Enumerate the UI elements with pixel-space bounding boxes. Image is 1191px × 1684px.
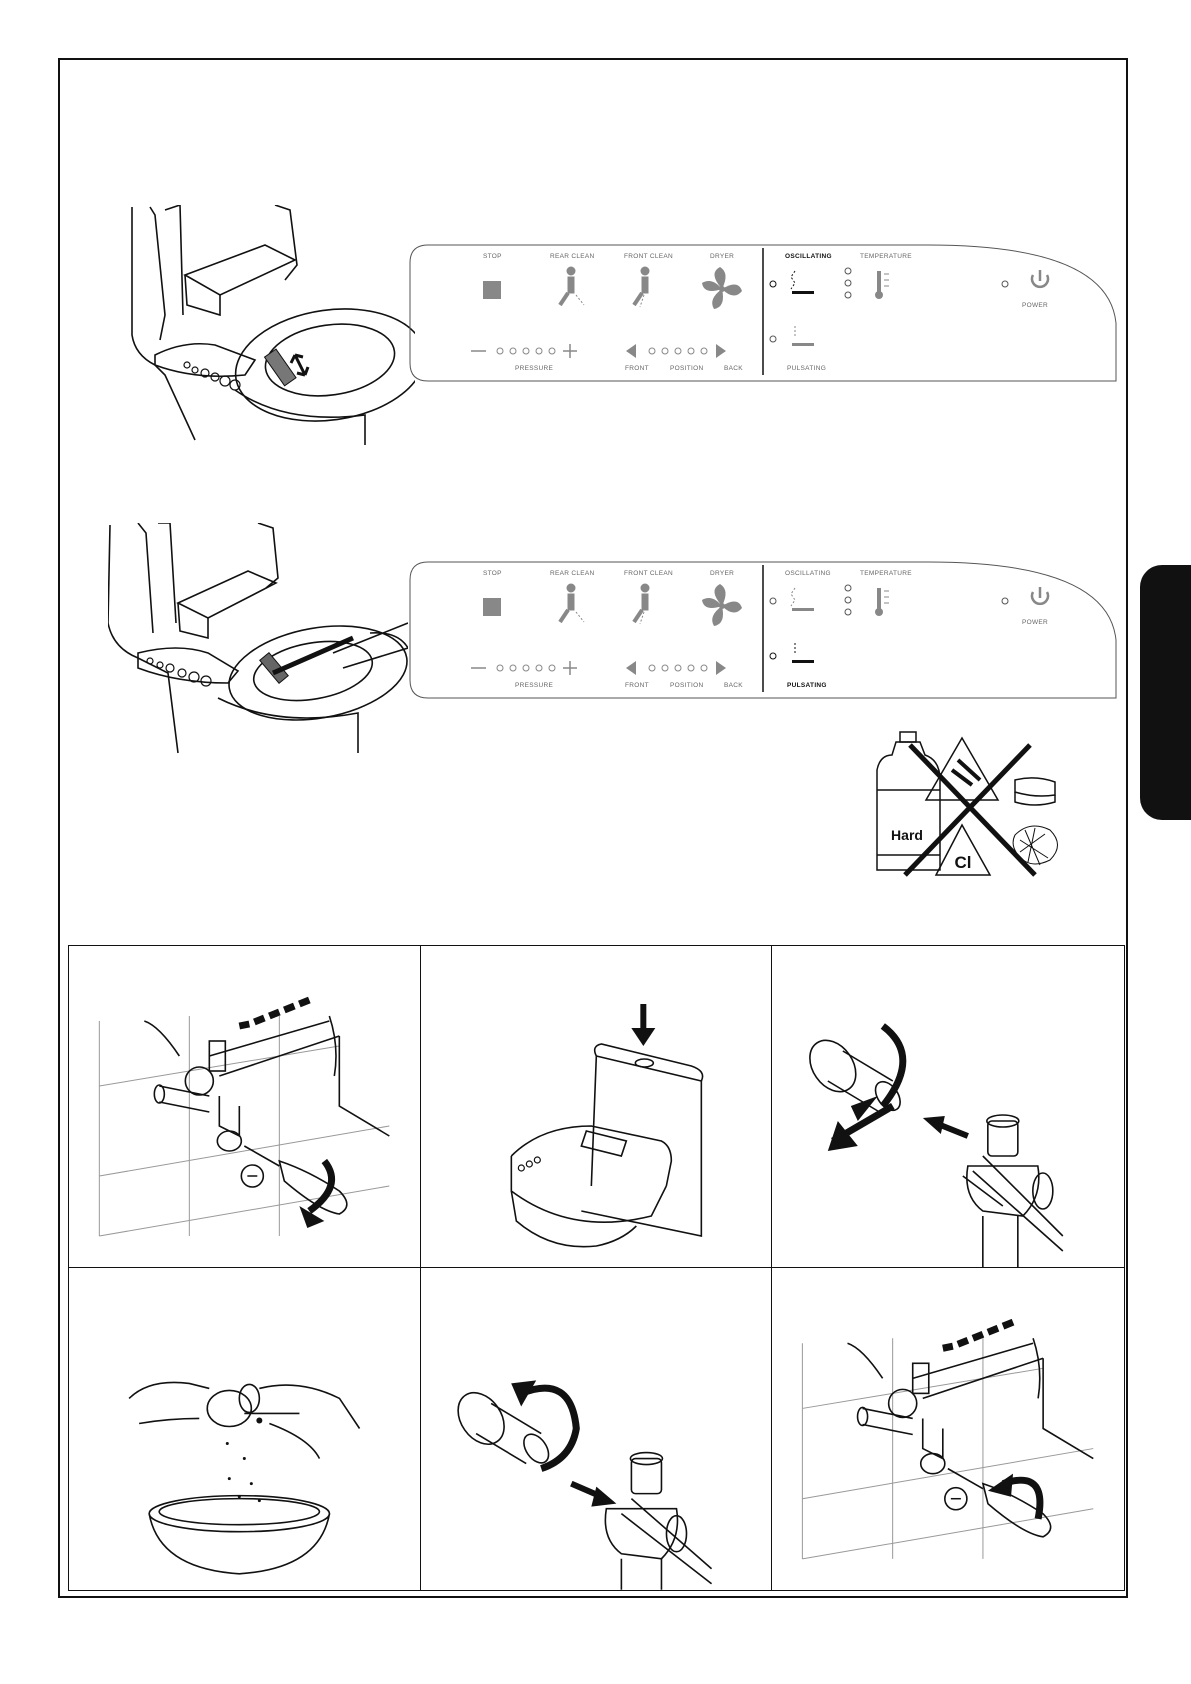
rinse-filter-illustration — [69, 1268, 420, 1590]
temperature-label: TEMPERATURE — [860, 570, 912, 577]
front-label: FRONT — [625, 682, 649, 689]
power-icon[interactable] — [1032, 270, 1048, 287]
no-harsh-cleaners-warning — [870, 730, 1070, 880]
temperature-label: TEMPERATURE — [860, 253, 912, 260]
toilet-nozzle-illustration — [125, 205, 415, 445]
plus-icon[interactable] — [563, 661, 577, 675]
back-label: BACK — [724, 682, 743, 689]
position-label: POSITION — [670, 365, 704, 372]
step-open-valve — [772, 1268, 1124, 1590]
rear-clean-icon[interactable] — [560, 267, 584, 305]
position-label: POSITION — [670, 682, 704, 689]
power-icon[interactable] — [1032, 587, 1048, 604]
front-label: FRONT — [625, 365, 649, 372]
arrow-right-icon[interactable] — [716, 344, 726, 358]
step-close-valve — [69, 946, 421, 1268]
screw-filter-back-illustration — [421, 1268, 772, 1590]
front-clean-icon[interactable] — [634, 584, 649, 624]
rear-clean-label: REAR CLEAN — [550, 253, 595, 260]
arrow-left-icon[interactable] — [626, 661, 636, 675]
arrow-right-icon[interactable] — [716, 661, 726, 675]
step-flush-toilet — [421, 946, 773, 1268]
pulsating-label: PULSATING — [787, 365, 827, 372]
pressure-label: PRESSURE — [515, 365, 554, 372]
hand-hazard-icon — [952, 760, 980, 785]
stop-label: STOP — [483, 570, 502, 577]
arrow-left-icon[interactable] — [626, 344, 636, 358]
press-flush-button-illustration — [421, 946, 772, 1267]
chlorine-label: Cl — [954, 853, 972, 872]
pulsating-label: PULSATING — [787, 682, 827, 689]
front-clean-label: FRONT CLEAN — [624, 570, 674, 577]
back-label: BACK — [724, 365, 743, 372]
power-label: POWER — [1022, 302, 1049, 309]
unscrew-filter-illustration — [772, 946, 1124, 1267]
open-valve-screwdriver-illustration — [772, 1268, 1124, 1590]
front-clean-label: FRONT CLEAN — [624, 253, 674, 260]
thermometer-icon — [875, 271, 889, 299]
pressure-label: PRESSURE — [515, 682, 554, 689]
step-clean-filter — [69, 1268, 421, 1590]
rear-clean-label: REAR CLEAN — [550, 570, 595, 577]
control-panel-top — [408, 243, 1118, 383]
oscillating-label: OSCILLATING — [785, 570, 831, 577]
hard-label: Hard — [891, 827, 923, 843]
control-panel-bottom — [408, 560, 1118, 700]
oscillating-label: OSCILLATING — [785, 253, 832, 260]
power-label: POWER — [1022, 619, 1049, 626]
section-tab — [1140, 565, 1191, 820]
dryer-fan-icon[interactable] — [702, 584, 742, 626]
stop-icon[interactable] — [483, 598, 501, 616]
step-remove-filter — [772, 946, 1124, 1268]
dryer-label: DRYER — [710, 253, 735, 260]
close-valve-screwdriver-illustration — [69, 946, 420, 1267]
stop-icon[interactable] — [483, 281, 501, 299]
oscillating-icon[interactable] — [791, 588, 814, 611]
dryer-label: DRYER — [710, 570, 735, 577]
stop-label: STOP — [483, 253, 502, 260]
step-refit-filter — [421, 1268, 773, 1590]
plus-icon[interactable] — [563, 344, 577, 358]
pulsating-icon[interactable] — [792, 326, 814, 346]
dryer-fan-icon[interactable] — [702, 267, 742, 309]
pulsating-icon[interactable] — [792, 643, 814, 663]
thermometer-icon — [875, 588, 889, 616]
rear-clean-icon[interactable] — [560, 584, 584, 622]
oscillating-icon[interactable] — [791, 271, 814, 294]
filter-cleaning-steps — [68, 945, 1125, 1591]
front-clean-icon[interactable] — [634, 267, 649, 307]
nozzle-cleaning-illustration — [108, 523, 408, 758]
